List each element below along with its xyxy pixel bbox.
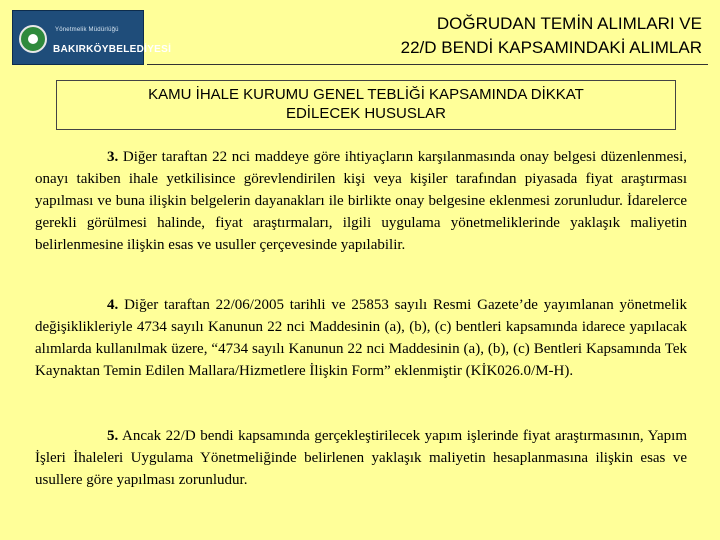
- subtitle-line1: KAMU İHALE KURUMU GENEL TEBLİĞİ KAPSAMINDA DİKKAT: [148, 86, 584, 103]
- paragraph-5-number: 5.: [107, 428, 119, 444]
- paragraph-3-text: Diğer taraftan 22 nci maddeye göre ihtiyaçların karşılanmasında onay belgesi düzenlenmesi, onayı takiben ihale yetkilisince görevlendirilen kişi veya kişiler tarafından piyasada fiyat araştırması yapılması ve buna ilişkin belgelerin dayanakları ile birlikte onay belgesine eklenmesi zorunludur. İdarelerce gerekli görülmesi halinde, fiyat araştırmaları, ilgili uygulama yönetmeliklerinde yaklaşık maliyetin belirlenmesine ilişkin esas ve usuller çerçevesinde yapılabilir.: [35, 149, 687, 253]
- subtitle-line2: EDİLECEK HUSUSLAR: [285, 105, 447, 122]
- paragraph-3: [35, 146, 687, 256]
- paragraph-4-number: 4.: [107, 297, 119, 313]
- page-title: [401, 12, 702, 60]
- subtitle-box: [56, 80, 676, 130]
- logo-wordmark: BAKIRKÖYBELEDİYESİ: [53, 44, 172, 55]
- paragraph-4-text: Diğer taraftan 22/06/2005 tarihli ve 25853 sayılı Resmi Gazete’de yayımlanan yönetmelik değişiklikleriyle 4734 sayılı Kanunun 22 nci Maddesinin (a), (b), (c) bentleri kapsamında idarece yapılacak alımlarda kullanılmak üzere, “4734 sayılı Kanunun 22 nci Maddesinin (a), (b), (c) Bentleri Kapsamında Tek Kaynaktan Temin Edilen Mallara/Hizmetlere İlişkin Form” eklenmiştir (KİK026.0/M-H).: [35, 297, 688, 379]
- logo-small-text: Yönetmelik Müdürlüğü: [55, 27, 119, 33]
- paragraph-5: [35, 425, 687, 491]
- page-title-line1: DOĞRUDAN TEMİN ALIMLARI VE: [436, 14, 702, 33]
- municipality-emblem-icon: [19, 25, 47, 53]
- page-title-line2: 22/D BENDİ KAPSAMINDAKİ ALIMLAR: [400, 38, 702, 57]
- paragraph-4: [35, 294, 687, 382]
- paragraph-3-number: 3.: [107, 149, 119, 165]
- bakirkoy-logo: [12, 10, 172, 65]
- paragraph-5-text: Ancak 22/D bendi kapsamında gerçekleştirilecek yapım işlerinde fiyat araştırmasının, Yapım İşleri İhaleleri Uygulama Yönetmeliğinde belirlenen yaklaşık maliyetin hesaplanmasına ilişkin esas ve usullere göre yapılması zorunludur.: [35, 428, 687, 488]
- title-divider: [147, 64, 708, 65]
